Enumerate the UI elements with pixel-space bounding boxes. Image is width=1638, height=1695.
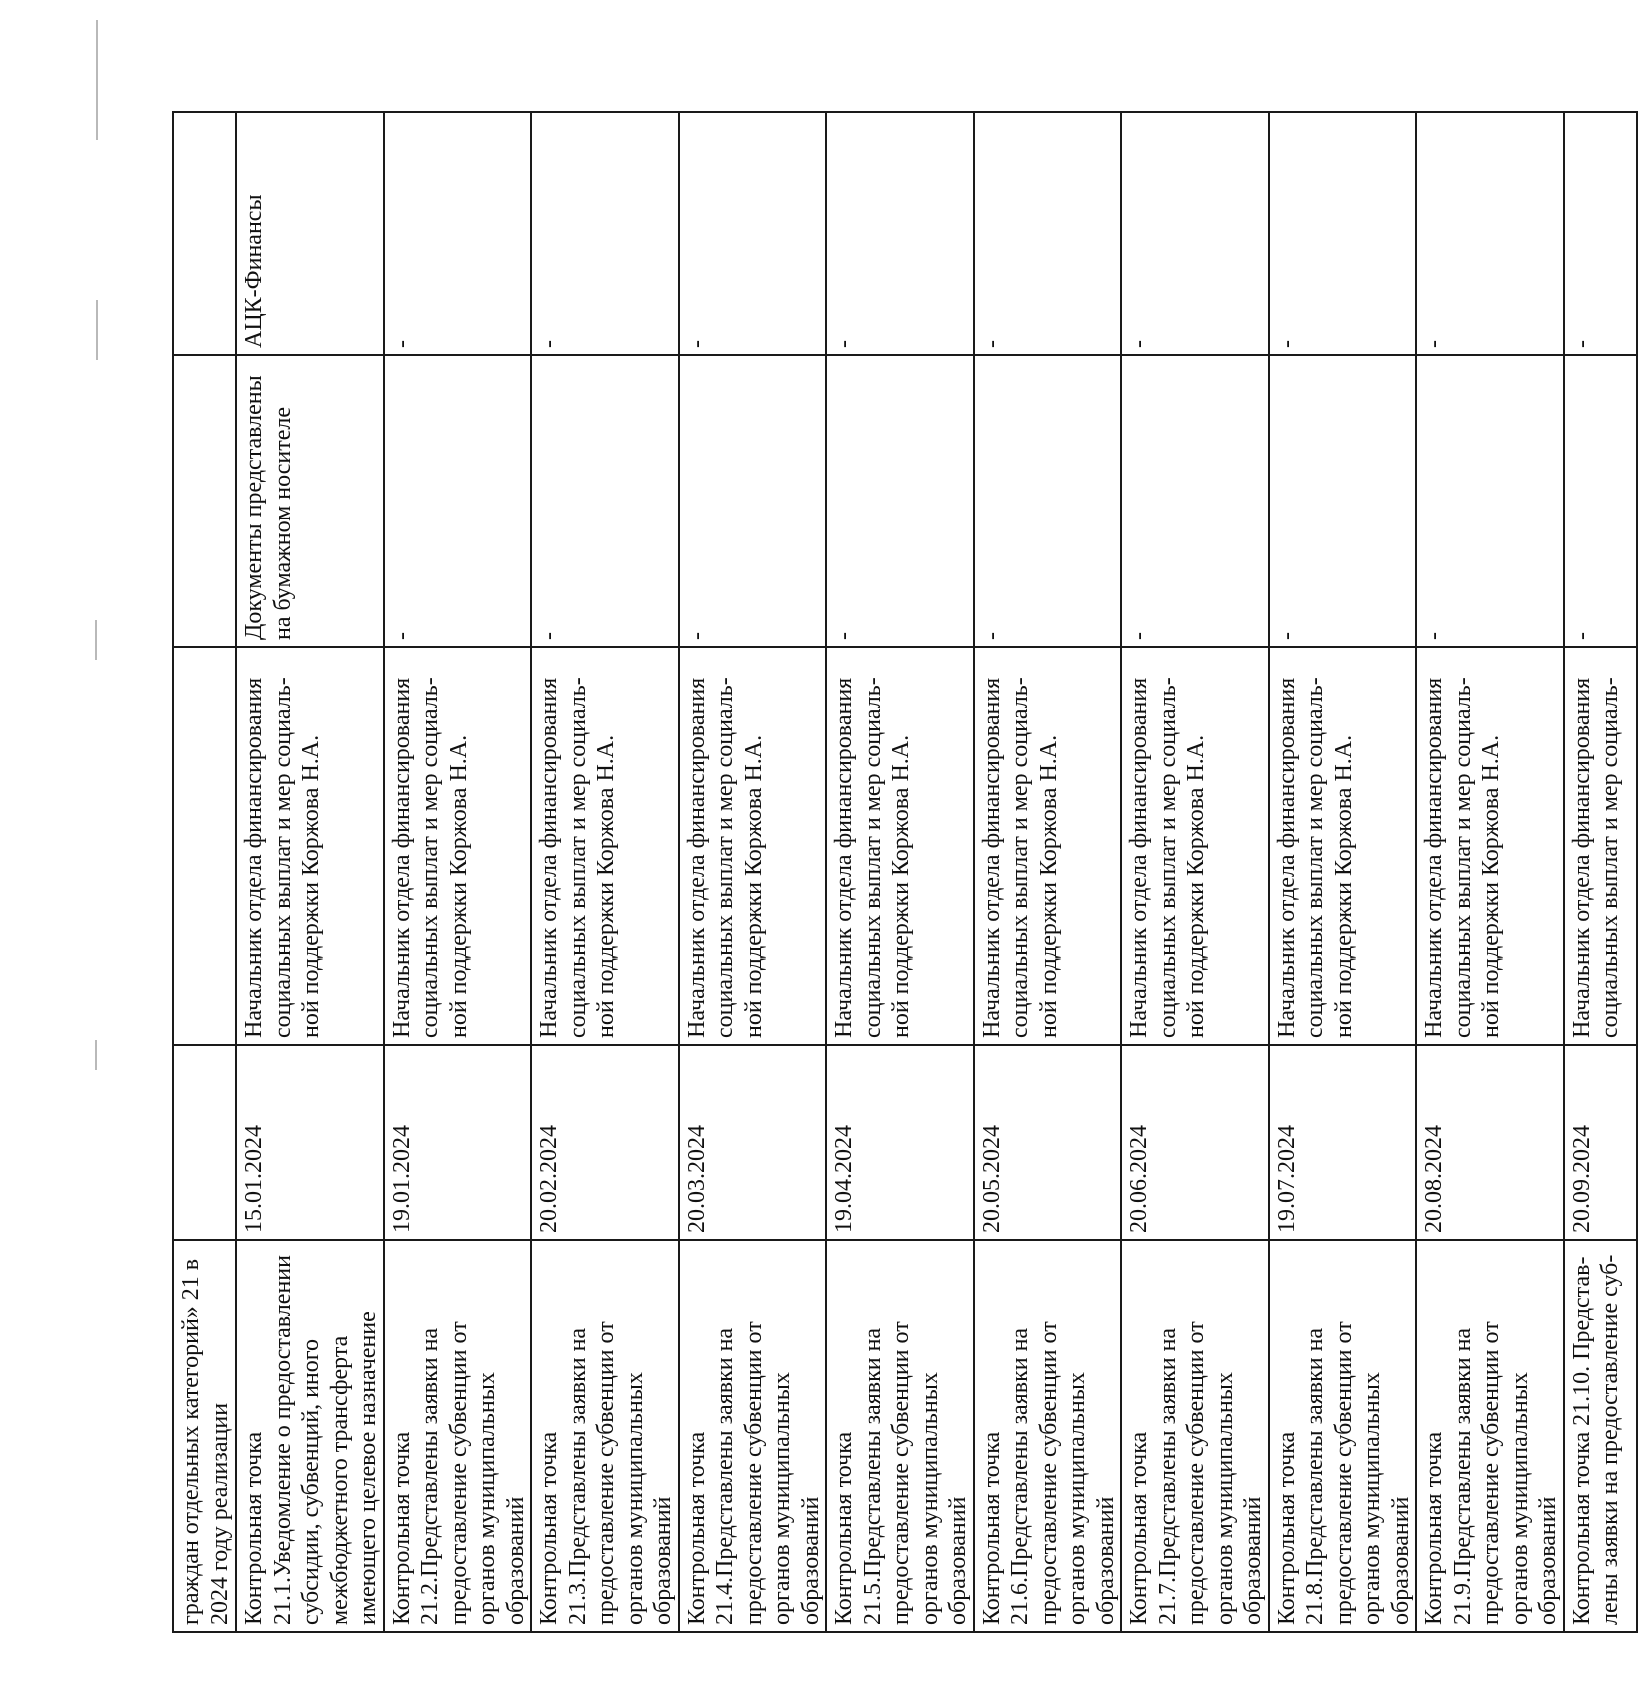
control-point-cell: Контрольная точка 21.9.Представлены заявки на предоставление субвенции от органов муниципальных образований bbox=[1416, 1240, 1564, 1632]
system-cell: - bbox=[1121, 112, 1269, 355]
date-cell: 20.03.2024 bbox=[679, 1045, 827, 1240]
date-cell: 15.01.2024 bbox=[236, 1045, 384, 1240]
document-cell: - bbox=[826, 355, 974, 647]
date-cell: 20.08.2024 bbox=[1416, 1045, 1564, 1240]
document-cell: - bbox=[1269, 355, 1417, 647]
system-cell: - bbox=[531, 112, 679, 355]
control-point-cell: Контрольная точка 21.10. Представ-лены заявки на предоставление суб- bbox=[1564, 1240, 1637, 1632]
responsible-cell: Начальник отдела финансирования социальных выплат и мер социаль-ной поддержки Коржова Н.А. bbox=[1416, 647, 1564, 1045]
empty-cell bbox=[173, 647, 236, 1045]
document-cell: - bbox=[1416, 355, 1564, 647]
section-header-row bbox=[173, 112, 236, 1632]
rotated-table-container bbox=[172, 113, 1623, 1633]
document-cell: Документы представлены на бумажном носителе bbox=[236, 355, 384, 647]
document-cell: - bbox=[531, 355, 679, 647]
empty-cell bbox=[173, 112, 236, 355]
date-cell: 19.01.2024 bbox=[384, 1045, 532, 1240]
document-cell: - bbox=[679, 355, 827, 647]
empty-cell bbox=[173, 1045, 236, 1240]
responsible-cell: Начальник отдела финансирования социальных выплат и мер социаль-ной поддержки Коржова Н.А. bbox=[974, 647, 1122, 1045]
system-cell: - bbox=[1416, 112, 1564, 355]
control-point-cell: Контрольная точка 21.1.Уведомление о предоставлении субсидии, субвенций, иного межбюджетного трансферта имеющего целевое назначение bbox=[236, 1240, 384, 1632]
date-cell: 20.06.2024 bbox=[1121, 1045, 1269, 1240]
system-cell: - bbox=[826, 112, 974, 355]
empty-cell bbox=[173, 355, 236, 647]
system-cell: - bbox=[1269, 112, 1417, 355]
date-cell: 20.05.2024 bbox=[974, 1045, 1122, 1240]
scan-speck bbox=[95, 620, 97, 660]
control-point-cell: Контрольная точка 21.3.Представлены заявки на предоставление субвенции от органов муниципальных образований bbox=[531, 1240, 679, 1632]
table-row bbox=[1564, 112, 1637, 1632]
date-cell: 20.02.2024 bbox=[531, 1045, 679, 1240]
responsible-cell: Начальник отдела финансирования социальных выплат и мер социаль-ной поддержки Коржова Н.А. bbox=[236, 647, 384, 1045]
document-cell: - bbox=[1121, 355, 1269, 647]
control-point-cell: Контрольная точка 21.6.Представлены заявки на предоставление субвенции от органов муниципальных образований bbox=[974, 1240, 1122, 1632]
responsible-cell: Начальник отдела финансирования социальных выплат и мер социаль-ной поддержки Коржова Н.А. bbox=[679, 647, 827, 1045]
section-header-cell: граждан отдельных категорий» 21 в 2024 году реализации bbox=[173, 1240, 236, 1632]
scan-speck bbox=[96, 20, 98, 140]
table-row bbox=[1121, 112, 1269, 1632]
system-cell: - bbox=[1564, 112, 1637, 355]
scan-speck bbox=[95, 1040, 97, 1070]
system-cell: - bbox=[679, 112, 827, 355]
table-row bbox=[1416, 112, 1564, 1632]
date-cell: 19.07.2024 bbox=[1269, 1045, 1417, 1240]
table-row bbox=[531, 112, 679, 1632]
control-point-cell: Контрольная точка 21.7.Представлены заявки на предоставление субвенции от органов муниципальных образований bbox=[1121, 1240, 1269, 1632]
table-row bbox=[1269, 112, 1417, 1632]
control-points-table bbox=[172, 111, 1638, 1633]
table-row bbox=[236, 112, 384, 1632]
responsible-cell: Начальник отдела финансирования социальных выплат и мер социаль-ной поддержки Коржова Н.А. bbox=[1269, 647, 1417, 1045]
responsible-cell: Начальник отдела финансирования социальных выплат и мер социаль-ной поддержки Коржова Н.А. bbox=[826, 647, 974, 1045]
responsible-cell: Начальник отдела финансирования социальных выплат и мер социаль- bbox=[1564, 647, 1637, 1045]
document-cell: - bbox=[1564, 355, 1637, 647]
control-point-cell: Контрольная точка 21.4.Представлены заявки на предоставление субвенции от органов муниципальных образований bbox=[679, 1240, 827, 1632]
control-point-cell: Контрольная точка 21.8.Представлены заявки на предоставление субвенции от органов муниципальных образований bbox=[1269, 1240, 1417, 1632]
responsible-cell: Начальник отдела финансирования социальных выплат и мер социаль-ной поддержки Коржова Н.А. bbox=[384, 647, 532, 1045]
date-cell: 19.04.2024 bbox=[826, 1045, 974, 1240]
system-cell: - bbox=[384, 112, 532, 355]
table-row bbox=[679, 112, 827, 1632]
table-row bbox=[826, 112, 974, 1632]
system-cell: АЦК-Финансы bbox=[236, 112, 384, 355]
scan-speck bbox=[96, 300, 98, 360]
control-point-cell: Контрольная точка 21.2.Представлены заявки на предоставление субвенции от органов муниципальных образований bbox=[384, 1240, 532, 1632]
responsible-cell: Начальник отдела финансирования социальных выплат и мер социаль-ной поддержки Коржова Н.А. bbox=[531, 647, 679, 1045]
control-point-cell: Контрольная точка 21.5.Представлены заявки на предоставление субвенции от органов муниципальных образований bbox=[826, 1240, 974, 1632]
table-row bbox=[974, 112, 1122, 1632]
system-cell: - bbox=[974, 112, 1122, 355]
responsible-cell: Начальник отдела финансирования социальных выплат и мер социаль-ной поддержки Коржова Н.А. bbox=[1121, 647, 1269, 1045]
document-cell: - bbox=[974, 355, 1122, 647]
document-cell: - bbox=[384, 355, 532, 647]
table-row bbox=[384, 112, 532, 1632]
date-cell: 20.09.2024 bbox=[1564, 1045, 1637, 1240]
